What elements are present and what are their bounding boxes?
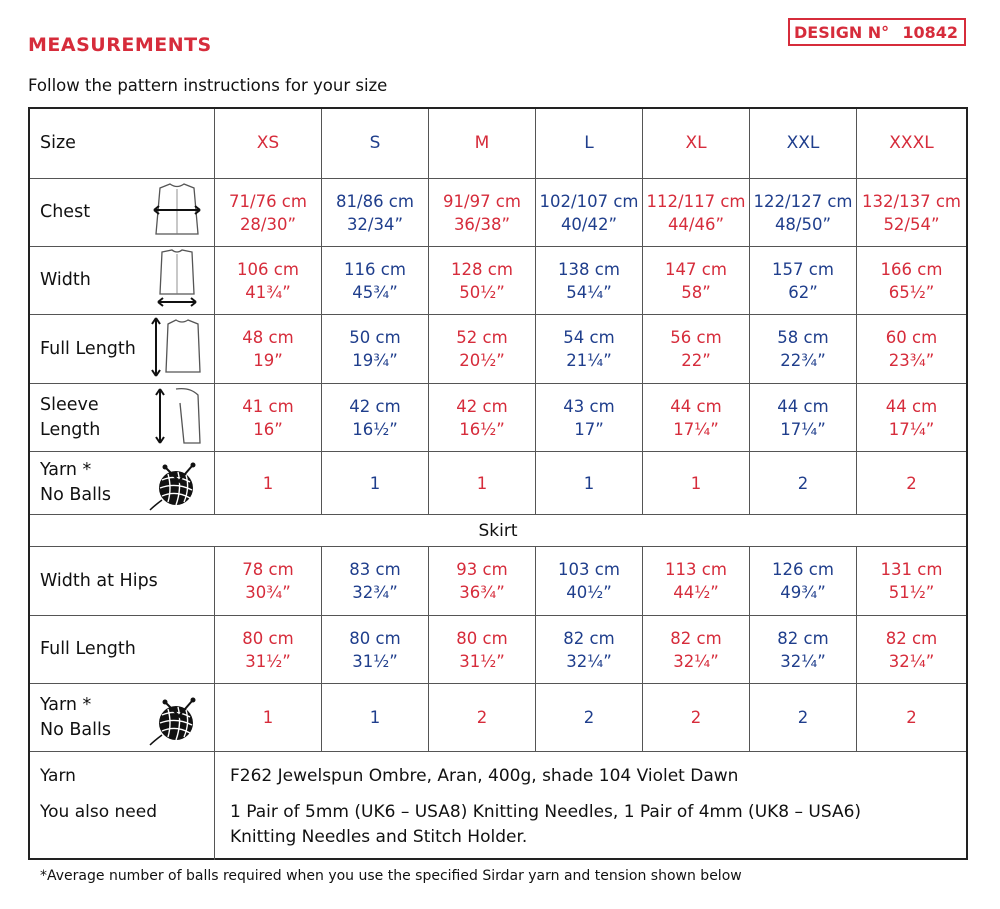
value-primary: 102/107 cm xyxy=(539,191,639,211)
size-cell-xs xyxy=(214,179,321,246)
value-secondary: 45¾” xyxy=(352,282,398,302)
footnote: *Average number of balls required when you use the specified Sirdar yarn and tension shown below xyxy=(40,868,742,884)
yarn-label: Yarn xyxy=(40,766,76,786)
value-primary: 2 xyxy=(797,473,809,493)
value-secondary: 21¼” xyxy=(566,351,612,370)
chest-row xyxy=(30,179,966,247)
row-label xyxy=(40,315,136,383)
row-label-line: Yarn * xyxy=(40,460,92,480)
size-cell-l xyxy=(535,179,642,246)
value-primary: 48 cm xyxy=(242,328,294,347)
skirt-full-length-row xyxy=(30,616,966,684)
value-primary: 166 cm xyxy=(880,259,943,279)
size-cell-s xyxy=(321,247,428,314)
value-secondary: 16½” xyxy=(352,419,398,439)
size-cell-xxxl xyxy=(856,384,966,451)
size-cell-xxl xyxy=(749,547,856,615)
width-diagram-icon xyxy=(146,248,208,314)
value-primary: 80 cm xyxy=(349,628,401,648)
value-primary: 80 cm xyxy=(242,628,294,648)
value-primary: 1 xyxy=(262,708,274,727)
size-cell-m xyxy=(428,179,535,246)
value-primary: 82 cm xyxy=(885,628,938,648)
value-primary: 54 cm xyxy=(563,328,615,347)
value-primary: 44 cm xyxy=(777,396,829,416)
row-label xyxy=(40,684,111,751)
size-cell-xxxl xyxy=(856,684,966,751)
value-primary: 82 cm xyxy=(670,628,722,648)
value-secondary: 32¼” xyxy=(780,651,826,671)
yarn-ball-icon xyxy=(146,450,208,516)
value-secondary: 36/38” xyxy=(453,214,511,234)
size-heading-m: M xyxy=(428,109,535,178)
size-cell-m xyxy=(428,384,535,451)
value-primary: 43 cm xyxy=(563,396,615,416)
size-cell-xl xyxy=(642,384,749,451)
value-primary: 2 xyxy=(906,708,917,727)
row-label-line: Full Length xyxy=(40,639,136,659)
value-primary: 1 xyxy=(476,473,488,493)
value-primary: 1 xyxy=(369,473,381,493)
value-primary: 2 xyxy=(906,473,917,493)
size-cell-l xyxy=(535,684,642,751)
size-heading-xs: XS xyxy=(214,109,321,178)
size-cell-xxl xyxy=(749,247,856,314)
row-icon-wrap xyxy=(146,684,208,751)
value-secondary: 31½” xyxy=(459,651,505,671)
size-cell-xxl xyxy=(749,179,856,246)
size-cell-xxxl xyxy=(856,547,966,615)
value-primary: 103 cm xyxy=(558,560,620,579)
size-cell-l xyxy=(535,315,642,383)
value-secondary: 32¼” xyxy=(566,651,612,671)
row-label xyxy=(40,616,136,683)
size-cell-xl xyxy=(642,315,749,383)
size-heading-l: L xyxy=(535,109,642,178)
size-cell-xl xyxy=(642,179,749,246)
value-secondary: 22” xyxy=(681,351,711,370)
value-secondary: 17¼” xyxy=(673,419,719,439)
size-cell-l xyxy=(535,616,642,683)
value-primary: 2 xyxy=(797,708,809,727)
size-cell-xxxl xyxy=(856,179,966,246)
size-cell-m xyxy=(428,247,535,314)
value-secondary: 16½” xyxy=(459,419,505,439)
size-cell-xxl xyxy=(749,684,856,751)
length-diagram-icon xyxy=(146,316,208,382)
skirt-section-row xyxy=(30,515,966,547)
value-secondary: 62” xyxy=(788,282,818,302)
value-primary: 1 xyxy=(690,473,702,493)
value-secondary: 51½” xyxy=(888,583,935,602)
size-cell-xl xyxy=(642,684,749,751)
row-icon-wrap xyxy=(146,384,208,451)
size-cell-xs xyxy=(214,452,321,514)
value-secondary: 41¾” xyxy=(245,282,291,302)
value-secondary: 20½” xyxy=(459,351,505,370)
value-primary: 1 xyxy=(583,473,595,493)
row-label-line: Length xyxy=(40,419,101,440)
value-secondary: 44½” xyxy=(673,583,719,602)
value-primary: 138 cm xyxy=(558,259,620,279)
size-cell-l xyxy=(535,247,642,314)
size-cell-xl xyxy=(642,547,749,615)
size-cell-xs xyxy=(214,315,321,383)
value-secondary: 22¾” xyxy=(780,351,826,370)
yarn-ball-icon xyxy=(146,685,208,751)
value-secondary: 50½” xyxy=(459,282,505,302)
design-number-box xyxy=(788,18,966,46)
value-secondary: 40½” xyxy=(566,583,612,602)
value-primary: 44 cm xyxy=(885,396,938,416)
value-secondary: 40/42” xyxy=(560,214,618,234)
size-cell-l xyxy=(535,384,642,451)
value-primary: 50 cm xyxy=(349,328,401,347)
value-primary: 60 cm xyxy=(885,328,938,347)
value-secondary: 32¼” xyxy=(888,651,935,671)
value-primary: 78 cm xyxy=(242,560,294,579)
size-cell-xxxl xyxy=(856,247,966,314)
value-secondary: 36¾” xyxy=(459,583,505,602)
value-primary: 122/127 cm xyxy=(753,191,853,211)
value-secondary: 44/46” xyxy=(667,214,725,234)
size-cell-s xyxy=(321,179,428,246)
value-primary: 81/86 cm xyxy=(336,191,414,211)
info-divider xyxy=(214,752,215,860)
value-primary: 106 cm xyxy=(237,259,299,279)
skirt-yarn-balls-row xyxy=(30,684,966,752)
also-need-label: You also need xyxy=(40,802,157,822)
value-secondary: 52/54” xyxy=(883,214,940,234)
value-primary: 131 cm xyxy=(880,560,943,579)
size-cell-s xyxy=(321,315,428,383)
value-primary: 52 cm xyxy=(456,328,508,347)
size-cell-xl xyxy=(642,452,749,514)
value-secondary: 17” xyxy=(574,419,604,439)
row-label xyxy=(40,452,111,514)
value-secondary: 31½” xyxy=(352,651,398,671)
skirt-heading: Skirt xyxy=(478,520,518,541)
value-secondary: 31½” xyxy=(245,651,291,671)
size-cell-s xyxy=(321,616,428,683)
size-cell-xs xyxy=(214,384,321,451)
value-primary: 83 cm xyxy=(349,560,401,579)
value-primary: 126 cm xyxy=(772,560,834,579)
subtitle: Follow the pattern instructions for your size xyxy=(28,76,388,95)
size-cell-xxl xyxy=(749,315,856,383)
row-label-line: No Balls xyxy=(40,485,111,505)
sleeve-diagram-icon xyxy=(146,385,208,451)
size-cell-xs xyxy=(214,247,321,314)
width-row xyxy=(30,247,966,315)
size-cell-xs xyxy=(214,547,321,615)
yarn-value: F262 Jewelspun Ombre, Aran, 400g, shade 104 Violet Dawn xyxy=(230,766,739,786)
row-label-line: Width at Hips xyxy=(40,570,158,591)
size-cell-s xyxy=(321,452,428,514)
value-secondary: 19” xyxy=(253,351,283,370)
value-primary: 112/117 cm xyxy=(646,191,746,211)
row-icon-wrap xyxy=(146,315,208,383)
size-cell-xxxl xyxy=(856,616,966,683)
value-primary: 42 cm xyxy=(456,396,508,416)
size-cell-m xyxy=(428,616,535,683)
value-primary: 82 cm xyxy=(563,628,615,648)
value-secondary: 19¾” xyxy=(352,351,398,370)
size-cell-s xyxy=(321,547,428,615)
value-secondary: 32¾” xyxy=(352,583,398,602)
row-label xyxy=(40,384,100,451)
size-cell-xs xyxy=(214,684,321,751)
row-label-line: Yarn * xyxy=(40,694,92,715)
size-cell-s xyxy=(321,384,428,451)
value-primary: 147 cm xyxy=(665,259,727,279)
value-secondary: 65½” xyxy=(888,282,935,302)
value-secondary: 58” xyxy=(681,282,711,302)
value-secondary: 48/50” xyxy=(774,214,832,234)
row-icon-wrap xyxy=(146,452,208,514)
also-need-line-2: Knitting Needles and Stitch Holder. xyxy=(230,827,528,847)
page-title: MEASUREMENTS xyxy=(28,34,212,56)
value-secondary: 28/30” xyxy=(239,214,297,234)
size-cell-xxxl xyxy=(856,452,966,514)
size-cell-xxl xyxy=(749,452,856,514)
row-label xyxy=(40,247,91,314)
size-cell-m xyxy=(428,452,535,514)
size-cell-l xyxy=(535,547,642,615)
size-cell-xxl xyxy=(749,384,856,451)
size-cell-m xyxy=(428,684,535,751)
value-primary: 157 cm xyxy=(772,259,834,279)
size-heading-s: S xyxy=(321,109,428,178)
size-cell-s xyxy=(321,684,428,751)
full-length-row xyxy=(30,315,966,384)
value-secondary: 30¾” xyxy=(245,583,291,602)
value-primary: 41 cm xyxy=(242,396,294,416)
row-label-line: Full Length xyxy=(40,338,136,359)
size-cell-xxxl xyxy=(856,315,966,383)
row-label-line: Chest xyxy=(40,202,91,222)
also-need-line-1: 1 Pair of 5mm (UK6 – USA8) Knitting Needles, 1 Pair of 4mm (UK8 – USA6) xyxy=(230,802,862,822)
row-label-line: Sleeve xyxy=(40,394,99,415)
size-cell-m xyxy=(428,547,535,615)
size-label: Size xyxy=(40,133,76,153)
measurements-table xyxy=(28,107,968,860)
size-header-row xyxy=(30,109,966,179)
value-secondary: 32/34” xyxy=(346,214,404,234)
chest-diagram-icon xyxy=(146,180,208,246)
value-primary: 116 cm xyxy=(344,259,406,279)
value-primary: 132/137 cm xyxy=(862,191,961,211)
row-label-line: No Balls xyxy=(40,719,111,740)
value-secondary: 54¼” xyxy=(566,282,612,302)
value-primary: 44 cm xyxy=(670,396,722,416)
value-primary: 42 cm xyxy=(349,396,401,416)
value-secondary: 17¼” xyxy=(780,419,826,439)
value-primary: 91/97 cm xyxy=(443,191,521,211)
value-primary: 93 cm xyxy=(456,560,508,579)
size-heading-xxxl: XXXL xyxy=(856,109,966,178)
size-cell-xxl xyxy=(749,616,856,683)
design-label: DESIGN N° xyxy=(794,22,890,42)
value-primary: 56 cm xyxy=(670,328,722,347)
row-label-line: Width xyxy=(40,270,91,290)
size-heading-xl: XL xyxy=(642,109,749,178)
value-primary: 58 cm xyxy=(777,328,829,347)
value-primary: 2 xyxy=(690,708,702,727)
row-icon-wrap xyxy=(146,179,208,246)
value-primary: 2 xyxy=(476,708,488,727)
materials-section xyxy=(30,752,966,860)
row-label xyxy=(40,179,90,246)
value-secondary: 49¾” xyxy=(780,583,826,602)
size-cell-xs xyxy=(214,616,321,683)
size-cell-xl xyxy=(642,247,749,314)
size-cell-l xyxy=(535,452,642,514)
value-primary: 71/76 cm xyxy=(229,191,307,211)
value-primary: 1 xyxy=(369,708,381,727)
value-primary: 2 xyxy=(583,708,595,727)
value-primary: 1 xyxy=(262,473,274,493)
yarn-balls-row xyxy=(30,452,966,515)
row-label xyxy=(40,547,158,615)
design-number: 10842 xyxy=(902,22,958,42)
value-secondary: 16” xyxy=(253,419,283,439)
size-heading-xxl: XXL xyxy=(749,109,856,178)
value-primary: 80 cm xyxy=(456,628,508,648)
size-cell-xl xyxy=(642,616,749,683)
value-primary: 113 cm xyxy=(665,560,727,579)
value-secondary: 17¼” xyxy=(888,419,935,439)
value-primary: 82 cm xyxy=(777,628,829,648)
skirt-width-at-hips-row xyxy=(30,547,966,616)
row-icon-wrap xyxy=(146,247,208,314)
size-cell-m xyxy=(428,315,535,383)
value-primary: 128 cm xyxy=(451,259,513,279)
value-secondary: 23¾” xyxy=(888,351,935,370)
value-secondary: 32¼” xyxy=(673,651,719,671)
sleeve-length-row xyxy=(30,384,966,452)
